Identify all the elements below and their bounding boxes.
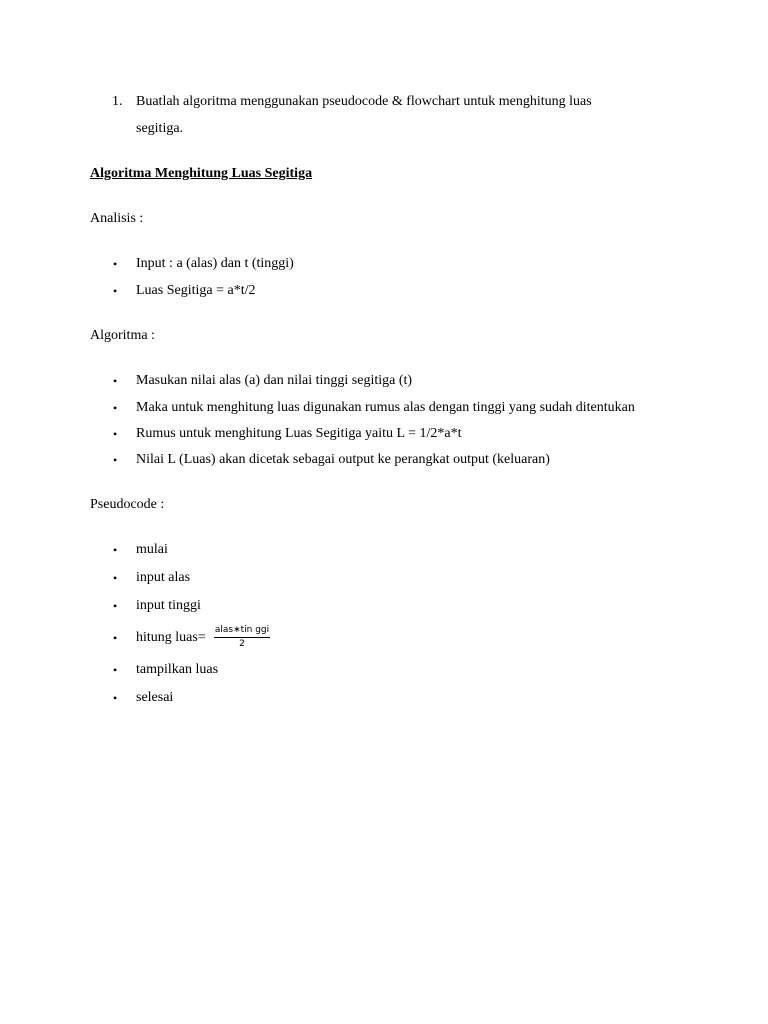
algoritma-item: Masukan nilai alas (a) dan nilai tinggi segitiga (t) [136,373,413,388]
bullet-icon: • [113,374,118,388]
algoritma-item: Rumus untuk menghitung Luas Segitiga yaitu L = 1/2*a*t [136,426,462,441]
pseudocode-item: selesai [136,690,174,705]
analisis-item: Input : a (alas) dan t (tinggi) [136,256,294,271]
algoritma-item: Nilai L (Luas) akan dicetak sebagai output ke perangkat output (keluaran) [136,452,550,467]
pseudocode-item: input tinggi [136,598,201,613]
bullet-icon: • [113,543,118,557]
algoritma-item: Maka untuk menghitung luas digunakan rumus alas dengan tinggi yang sudah ditentukan [136,400,635,415]
bullet-icon: • [113,599,118,613]
analisis-item: Luas Segitiga = a*t/2 [136,283,256,298]
bullet-icon: • [113,631,118,645]
bullet-icon: • [113,691,118,705]
area-fraction [214,625,270,650]
fraction-numerator: alas∗tin ggi [214,625,270,638]
bullet-icon: • [113,453,118,467]
pseudocode-heading: Pseudocode : [90,497,165,512]
bullet-icon: • [113,257,118,271]
fraction-denominator: 2 [239,639,245,649]
pseudocode-item: input alas [136,570,191,585]
question-text-line-2: segitiga. [136,121,184,136]
analisis-heading: Analisis : [90,211,144,226]
bullet-icon: • [113,284,118,298]
question-number: 1. [112,94,123,109]
pseudocode-item: hitung luas= [136,630,206,645]
bullet-icon: • [113,571,118,585]
question-text-line-1: Buatlah algoritma menggunakan pseudocode & flowchart untuk menghitung luas [136,94,592,109]
bullet-icon: • [113,427,118,441]
algoritma-heading: Algoritma : [90,328,155,343]
bullet-icon: • [113,401,118,415]
pseudocode-item: tampilkan luas [136,662,219,677]
pseudocode-item: mulai [136,542,168,557]
section-title: Algoritma Menghitung Luas Segitiga [90,166,313,181]
bullet-icon: • [113,663,118,677]
